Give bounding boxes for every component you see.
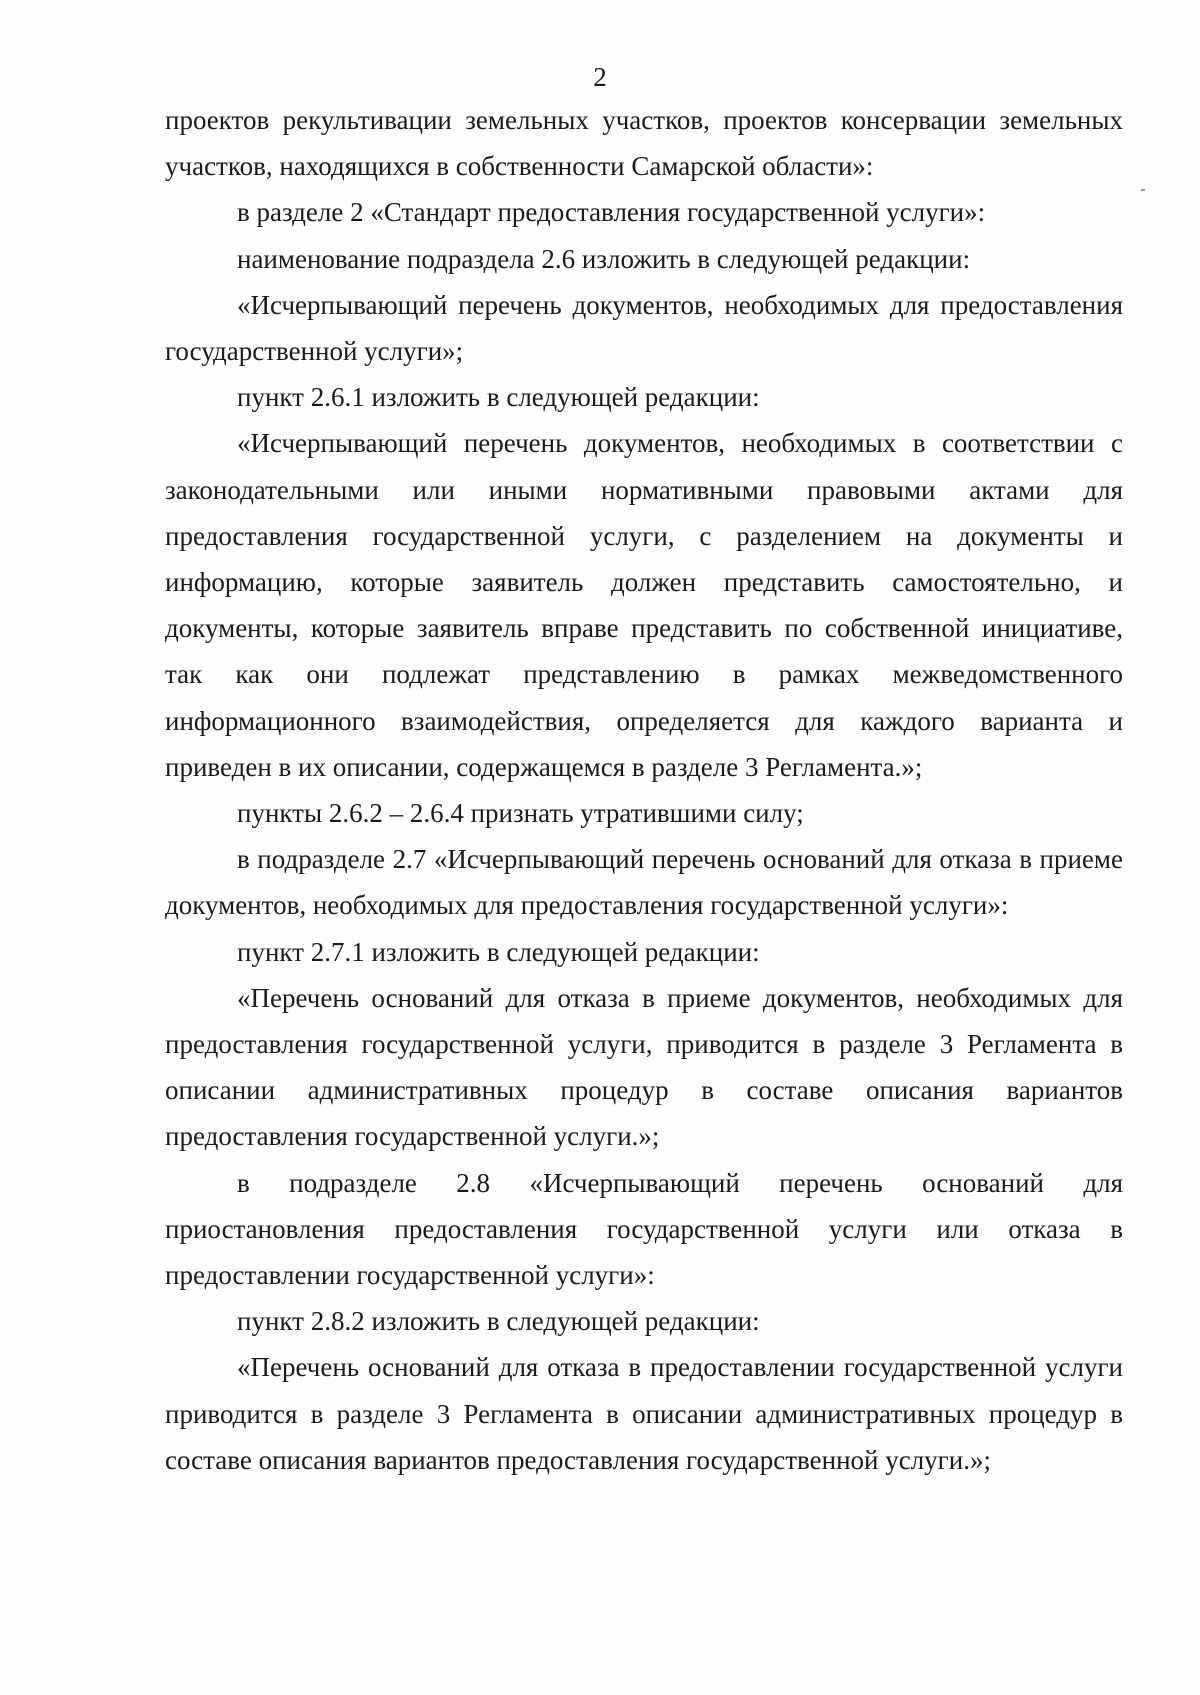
paragraph-subsection-2-7-heading: в подразделе 2.7 «Исчерпывающий перечень оснований для отказа в приеме документов, необходимых для предоставления государственной услуги»: [165, 844, 1123, 921]
paragraph-item-2-6-1-instruction: пункт 2.6.1 изложить в следующей редакции: [237, 382, 760, 413]
scan-margin-mark [1141, 189, 1145, 191]
paragraph-item-2-7-1-text: «Перечень оснований для отказа в приеме документов, необходимых для предоставления государственной услуги, приводится в разделе 3 Регламента в описании административных процедур в составе описания вариантов предоставления государственной услуги.»; [165, 982, 1123, 1152]
paragraph-subsection-2-6-title-instruction: наименование подраздела 2.6 изложить в следующей редакции: [237, 243, 971, 274]
paragraph-subsection-2-8-heading: в подразделе 2.8 «Исчерпывающий перечень оснований для приостановления предоставления государственной услуги или отказа в предоставлении государственной услуги»: [165, 1167, 1123, 1291]
paragraph-subsection-2-6-new-title: «Исчерпывающий перечень документов, необходимых для предоставления государственной услуги»; [165, 289, 1123, 367]
document-body [165, 97, 1123, 1483]
paragraph-item-2-8-2-instruction: пункт 2.8.2 изложить в следующей редакции: [237, 1306, 760, 1337]
paragraph-item-2-8-2-text: «Перечень оснований для отказа в предоставлении государственной услуги приводится в разделе 3 Регламента в описании административных процедур в составе описания вариантов предоставления государственной услуги.»; [165, 1352, 1123, 1475]
paragraph-section-2-heading: в разделе 2 «Стандарт предоставления государственной услуги»: [237, 197, 986, 228]
paragraph-item-2-7-1-instruction: пункт 2.7.1 изложить в следующей редакции: [237, 936, 760, 967]
paragraph-continuation: проектов рекультивации земельных участков, проектов консервации земельных участков, находящихся в собственности Самарской области»: [165, 105, 1123, 182]
paragraph-items-2-6-2-2-6-4-repeal: пункты 2.6.2 – 2.6.4 признать утратившими силу; [237, 798, 804, 829]
paragraph-item-2-6-1-text: «Исчерпывающий перечень документов, необходимых в соответствии с законодательными или иными нормативными правовыми актами для предоставления государственной услуги, с разделением на документы и информацию, которые заявитель должен представить самостоятельно, и документы, которые заявитель вправе представить по собственной инициативе, так как они подлежат представлению в рамках межведомственного информационного взаимодействия, определяется для каждого варианта и приведен в их описании, содержащемся в разделе 3 Регламента.»; [165, 428, 1123, 782]
page-number: 2 [593, 62, 607, 92]
